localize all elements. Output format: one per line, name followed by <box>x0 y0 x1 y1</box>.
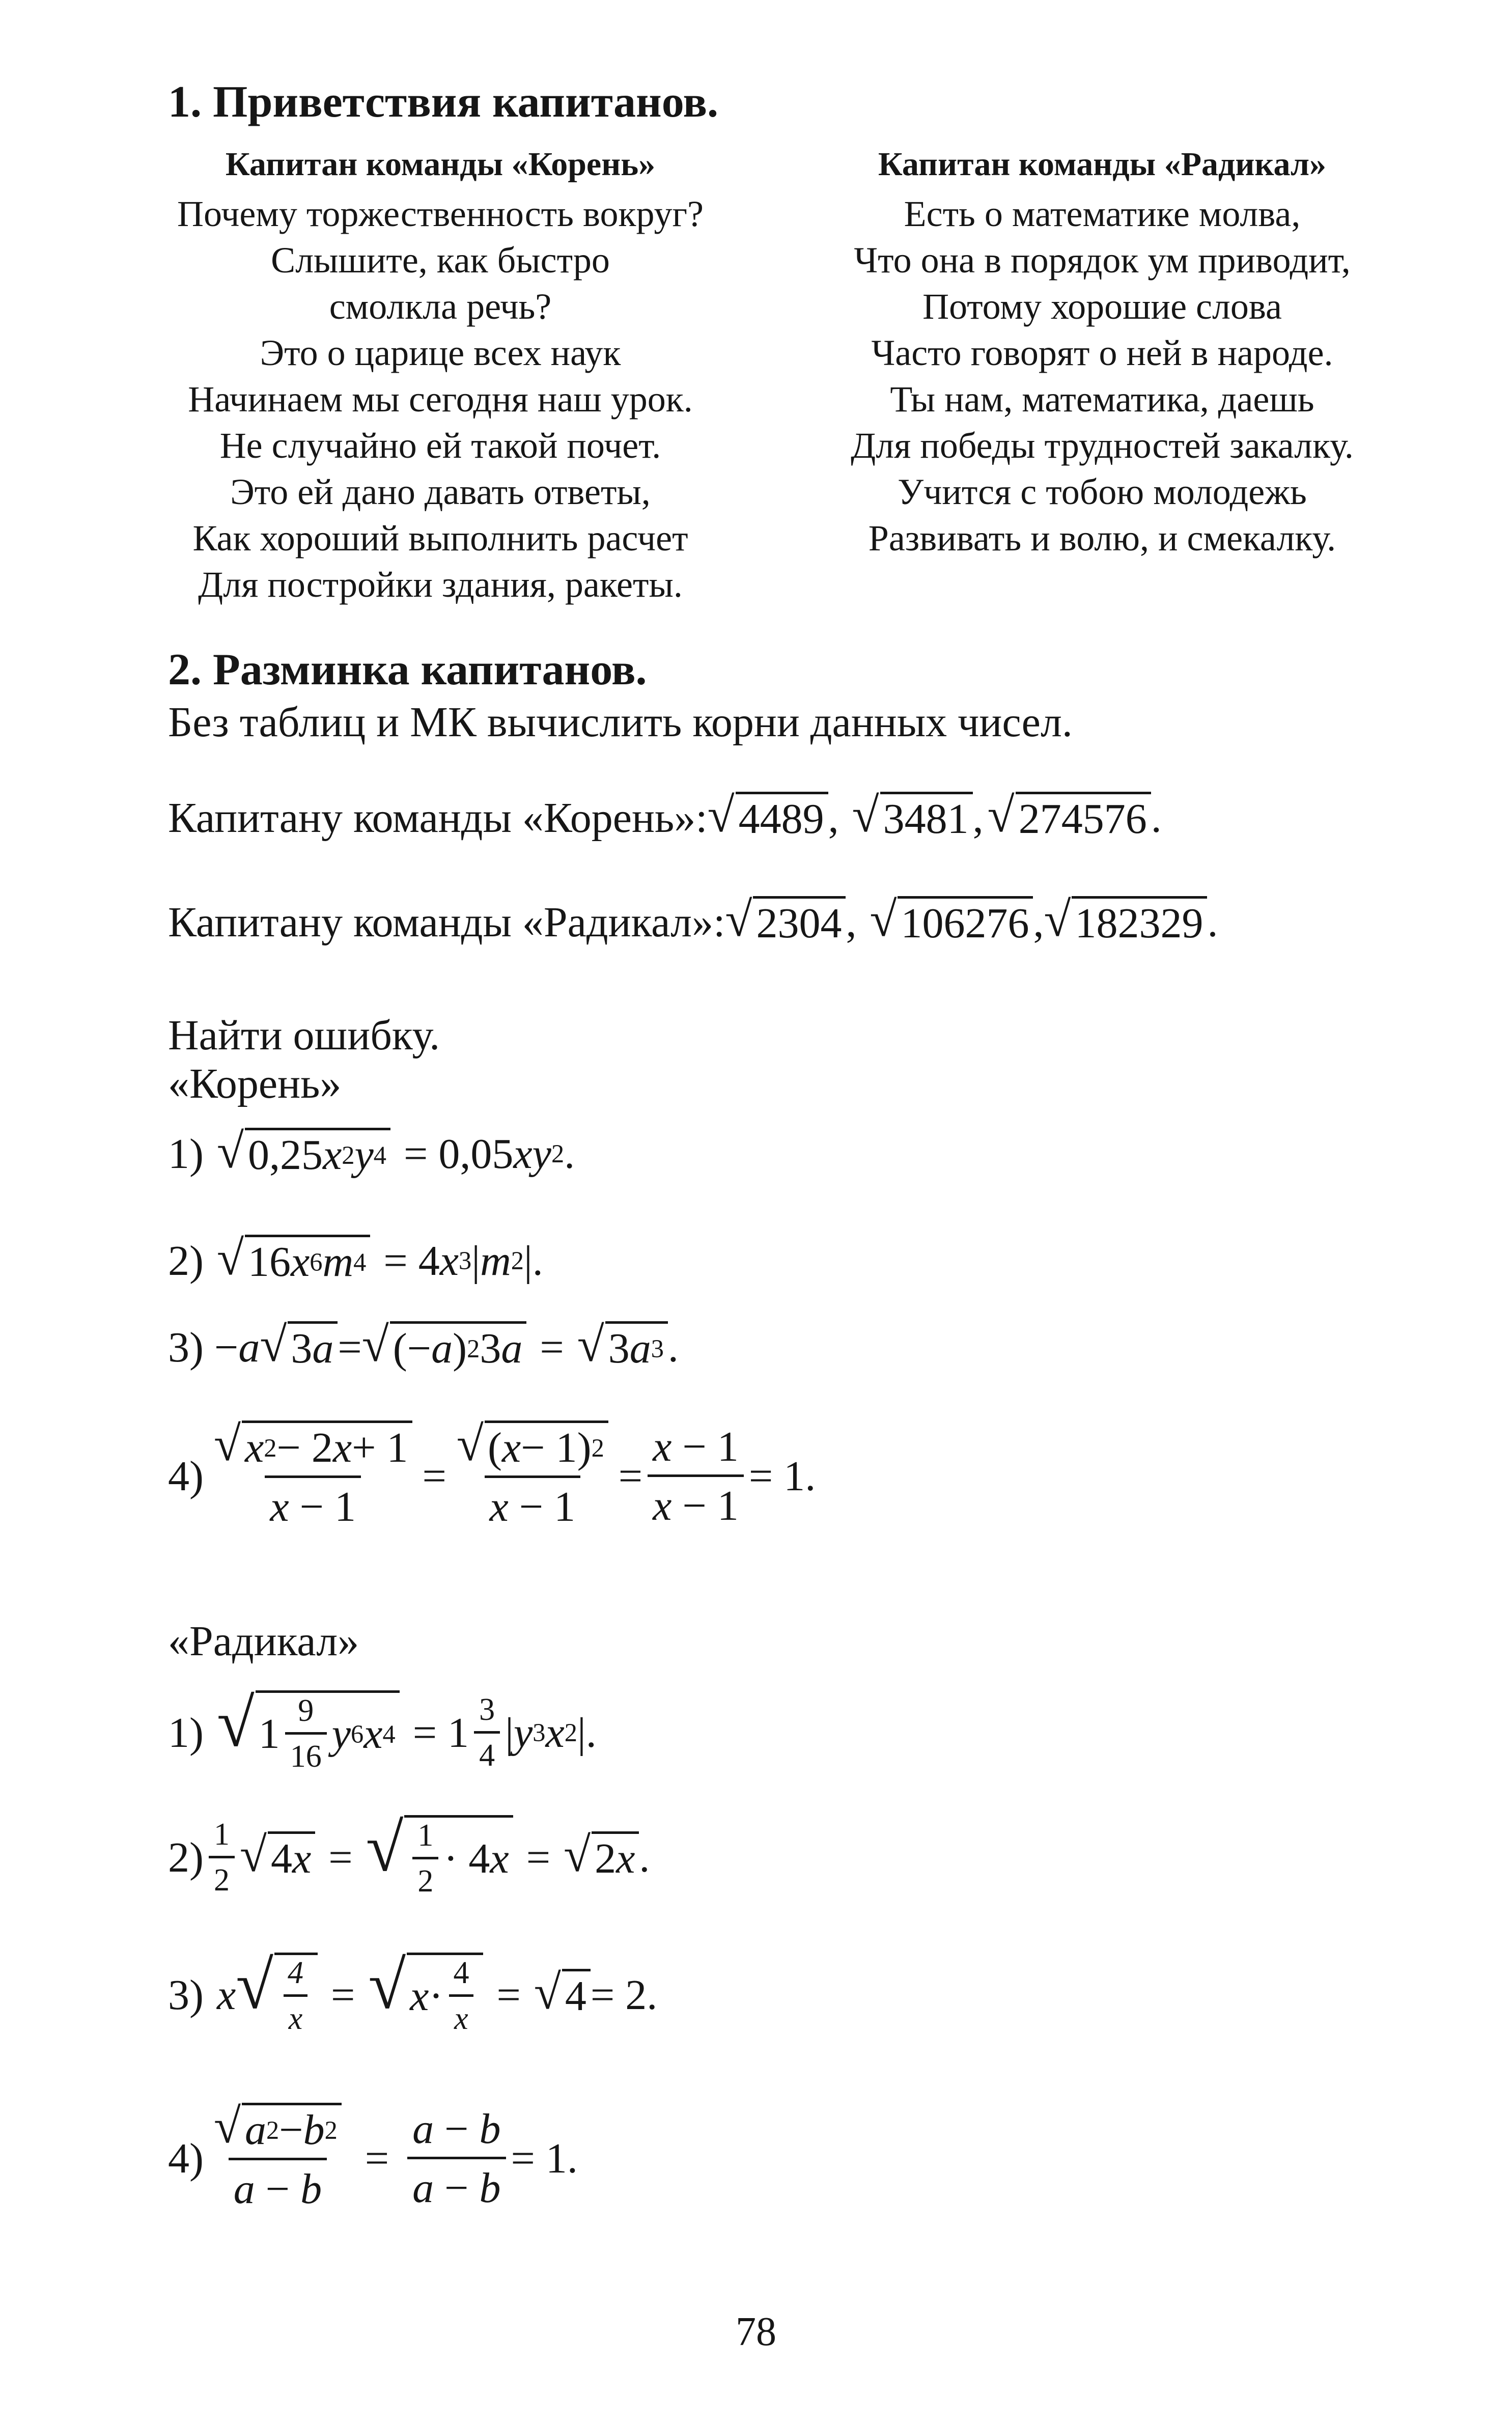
instruction-text: Без таблиц и МК вычислить корни данных чисел. <box>168 699 1073 746</box>
radikal-exercise-2: 2) $\frac{1}{2}$ √ 4 x = √ $\frac{1}{2}$ · 4 x = √ 2 x . <box>168 1810 650 1899</box>
koren-label: Капитану команды «Корень»: <box>168 794 708 842</box>
sqrt-expression: √ 2304 <box>725 896 846 948</box>
sqrt-expression: √ 274576 <box>988 792 1151 844</box>
koren-exercise-3: 3) − a √ 3 a = √ (− a ) 2 3 a = √ 3 a 3 . <box>168 1317 679 1372</box>
radicand: 182329 <box>1072 896 1207 948</box>
radicand: 2304 <box>753 896 846 948</box>
koren-exercise-1: 1) √ 0,25 x 2 y 4 = 0,05 xy 2 . <box>168 1124 575 1179</box>
verse-line: Учится с тобою молодежь <box>898 471 1307 512</box>
radikal-exercise-3: 3) x √ $\frac{4}{x}$ = √ x · $\frac{4}{x}$ = √ 4 = 2. <box>168 1947 658 2036</box>
verse-line: Для постройки здания, ракеты. <box>198 564 683 605</box>
radicand: 4489 <box>736 792 828 844</box>
radikal-exercise-1: 1) √ 1 $\frac{9}{16}$ y 6 x 4 = 1 $\frac{3}{4}$ | y 3 x 2 |. <box>168 1685 597 1774</box>
verse-line: Слышите, как быстро <box>271 240 610 281</box>
left-verse <box>148 191 733 608</box>
sqrt-expression: √ 3481 <box>852 792 973 844</box>
verse-line: Почему торжественность вокруг? <box>177 193 704 234</box>
verse-line: Развивать и волю, и смекалку. <box>868 518 1336 559</box>
verse-line: Часто говорят о ней в народе. <box>871 332 1333 373</box>
radikal-exercise-4: 4) √ a 2 − b 2 a − b = $\frac{a - b}{a - b}$ = 1. <box>168 2099 578 2213</box>
section2-title: 2. Разминка капитанов. <box>168 645 647 694</box>
verse-line: смолкла речь? <box>329 286 552 327</box>
radicand: 274576 <box>1016 792 1151 844</box>
sqrt-expression: √ 4489 <box>708 792 828 844</box>
page-number: 78 <box>736 2309 776 2354</box>
koren-task: Капитану команды «Корень»: √ 4489 , √ 3481 , √ 274576 . <box>168 788 1162 843</box>
verse-line: Есть о математике молва, <box>904 193 1301 234</box>
section1-title: 1. Приветствия капитанов. <box>168 77 719 127</box>
verse-line: Ты нам, математика, даешь <box>890 379 1314 420</box>
verse-line: Не случайно ей такой почет. <box>219 425 661 466</box>
verse-line: Это о царице всех наук <box>260 332 621 373</box>
koren-exercise-2: 2) √ 16 x 6 m 4 = 4 x 3 | m 2 |. <box>168 1231 543 1286</box>
verse-line: Что она в порядок ум приводит, <box>854 240 1351 281</box>
verse-line: Потому хорошие слова <box>922 286 1282 327</box>
verse-line: Для победы трудностей закалку. <box>851 425 1354 466</box>
sqrt-expression: √ 182329 <box>1044 896 1207 948</box>
radicand: 3481 <box>880 792 973 844</box>
right-captain-title: Капитан команды «Радикал» <box>878 146 1327 183</box>
left-captain-title: Капитан команды «Корень» <box>225 146 656 183</box>
find-error-text: Найти ошибку. <box>168 1012 440 1059</box>
verse-line: Начинаем мы сегодня наш урок. <box>188 379 693 420</box>
verse-line: Это ей дано давать ответы, <box>230 471 651 512</box>
radikal-heading: «Радикал» <box>168 1618 359 1665</box>
sqrt-expression: √ 106276 <box>870 896 1033 948</box>
verse-line: Как хороший выполнить расчет <box>192 518 688 559</box>
koren-heading: «Корень» <box>168 1060 342 1107</box>
radikal-label: Капитану команды «Радикал»: <box>168 898 725 946</box>
radicand: 106276 <box>898 896 1033 948</box>
radikal-task: Капитану команды «Радикал»: √ 2304 , √ 106276 , √ 182329 . <box>168 892 1218 947</box>
koren-exercise-4: 4) √ x 2 − 2 x + 1 x − 1 = √ ( x − 1) 2 x − 1 = $\frac{x - 1}{x - 1}$ = 1. <box>168 1416 816 1530</box>
right-verse <box>815 191 1390 562</box>
